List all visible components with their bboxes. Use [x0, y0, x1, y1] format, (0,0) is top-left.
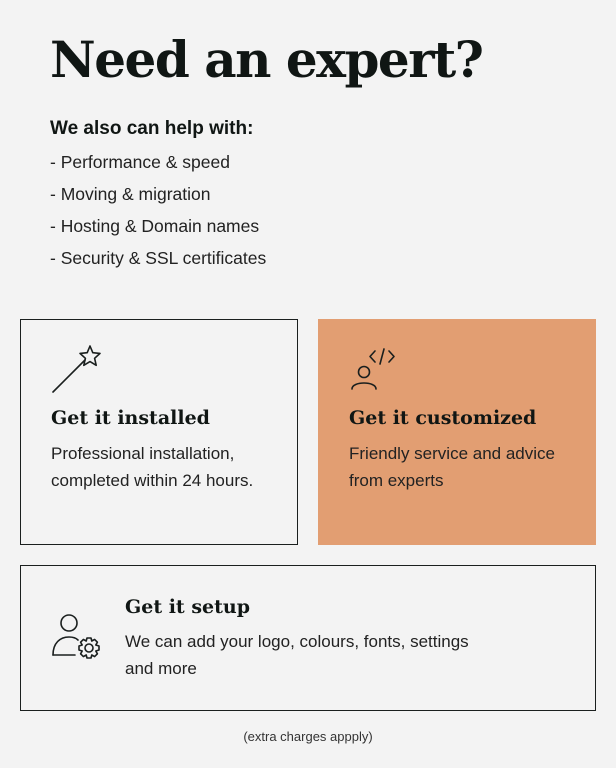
- card-title: Get it installed: [51, 407, 210, 429]
- help-item-migration: - Moving & migration: [50, 184, 211, 204]
- user-gear-icon: [51, 612, 103, 667]
- magic-wand-icon: [51, 344, 105, 401]
- page-title: Need an expert?: [50, 30, 483, 89]
- card-get-installed: [20, 319, 298, 545]
- extra-charges-note: (extra charges appply): [243, 729, 373, 744]
- help-subheading: We also can help with:: [50, 118, 254, 139]
- card-get-setup: [20, 565, 596, 711]
- card-get-customized: [318, 319, 596, 545]
- card-description: Friendly service and advice from experts: [349, 444, 555, 490]
- card-title: Get it setup: [125, 596, 250, 618]
- help-item-hosting: - Hosting & Domain names: [50, 216, 260, 236]
- card-title: Get it customized: [349, 407, 537, 429]
- user-code-icon: [349, 346, 405, 397]
- help-item-performance: - Performance & speed: [50, 152, 230, 172]
- help-item-security: - Security & SSL certificates: [50, 248, 267, 268]
- card-description: Professional installation, completed within 24 hours.: [51, 444, 254, 490]
- help-list: [50, 150, 266, 278]
- card-description: We can add your logo, colours, fonts, settings and more: [125, 632, 469, 678]
